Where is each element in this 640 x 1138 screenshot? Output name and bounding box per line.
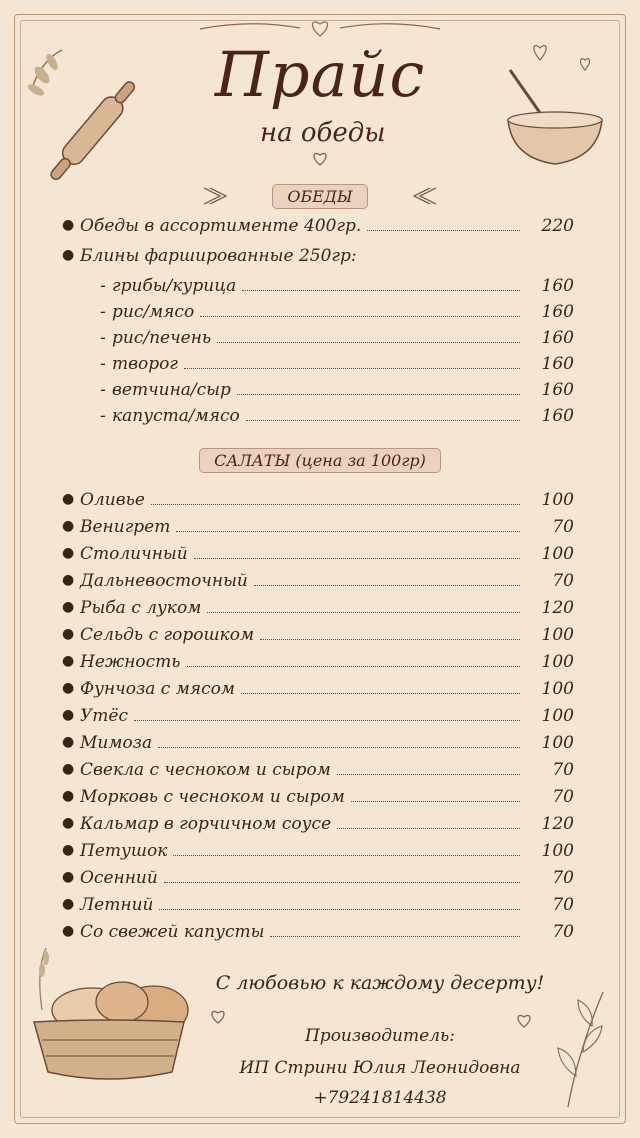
list-item: ● Обеды в ассортименте 400гр. 220 <box>62 216 574 236</box>
list-item: ● Осенний 70 <box>62 868 574 888</box>
list-subitem: - рис/мясо 160 <box>100 302 574 322</box>
section-salads-label: САЛАТЫ (цена за 100гр) <box>0 448 640 473</box>
section-lunches-label: ОБЕДЫ <box>0 184 640 209</box>
list-item: ● Столичный 100 <box>62 544 574 564</box>
list-item: ● Утёс 100 <box>62 706 574 726</box>
list-subitem: - капуста/мясо 160 <box>100 406 574 426</box>
list-subitem: - грибы/курица 160 <box>100 276 574 296</box>
heart-icon <box>308 148 332 168</box>
list-item: ● Нежность 100 <box>62 652 574 672</box>
list-item: ● Блины фаршированные 250гр: <box>62 246 357 266</box>
list-subitem: - ветчина/сыр 160 <box>100 380 574 400</box>
chevron-deco-left-icon <box>200 184 230 208</box>
list-subitem: - рис/печень 160 <box>100 328 574 348</box>
chevron-deco-right-icon <box>410 184 440 208</box>
phone-number: +79241814438 <box>313 1088 447 1108</box>
list-item: ● Со свежей капусты 70 <box>62 922 574 942</box>
slogan-text: С любовью к каждому десерту! <box>215 972 545 994</box>
list-item: ● Оливье 100 <box>62 490 574 510</box>
list-item: ● Свекла с чесноком и сыром 70 <box>62 760 574 780</box>
page-title: Прайс <box>214 38 426 111</box>
producer-name: ИП Стрини Юлия Леонидовна <box>239 1058 521 1078</box>
list-item: ● Морковь с чесноком и сыром 70 <box>62 787 574 807</box>
heart-icon <box>206 1006 230 1026</box>
page-subtitle: на обеды <box>260 118 386 148</box>
list-item: ● Мимоза 100 <box>62 733 574 753</box>
list-item: ● Фунчоза с мясом 100 <box>62 679 574 699</box>
list-item: ● Петушок 100 <box>62 841 574 861</box>
list-item: ● Летний 70 <box>62 895 574 915</box>
producer-label: Производитель: <box>304 1026 455 1046</box>
list-item: ● Рыба с луком 120 <box>62 598 574 618</box>
list-item: ● Дальневосточный 70 <box>62 571 574 591</box>
list-item: ● Сельдь с горошком 100 <box>62 625 574 645</box>
list-subitem: - творог 160 <box>100 354 574 374</box>
list-item: ● Венигрет 70 <box>62 517 574 537</box>
list-item: ● Кальмар в горчичном соусе 120 <box>62 814 574 834</box>
